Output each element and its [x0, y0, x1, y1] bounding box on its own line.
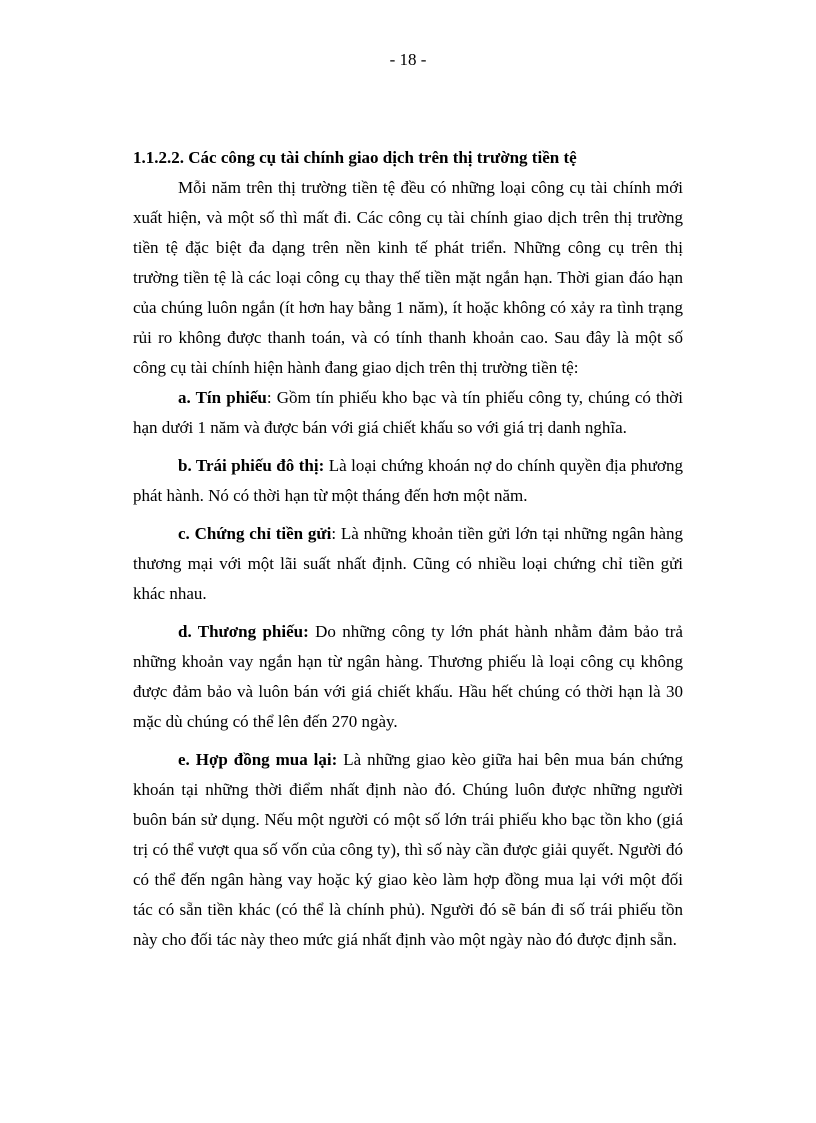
item-title: c. Chứng chỉ tiền gửi [178, 524, 332, 543]
page-number: - 18 - [389, 50, 427, 69]
item-text: Do những công ty lớn phát hành nhằm đảm bảo trả những khoản vay ngắn hạn từ ngân hàng. Thương phiếu là loại công cụ không được đảm bảo và luôn bán với giá chiết khấu. Hầu hết chúng có thời hạn là 30 mặc dù chúng có thể lên đến 270 ngày. [133, 622, 683, 731]
item-title: e. Hợp đồng mua lại: [178, 750, 338, 769]
intro-paragraph: Mỗi năm trên thị trường tiền tệ đều có những loại công cụ tài chính mới xuất hiện, và một số thì mất đi. Các công cụ tài chính giao dịch trên thị trường tiền tệ đặc biệt đa dạng trên nền kinh tế phát triển. Những công cụ trên thị trường tiền tệ là các loại công cụ thay thế tiền mặt ngắn hạn. Thời gian đáo hạn của chúng luôn ngắn (ít hơn hay bằng 1 năm), ít hoặc không có xảy ra tình trạng rủi ro không được thanh toán, và có tính thanh khoản cao. Sau đây là một số công cụ tài chính hiện hành đang giao dịch trên thị trường tiền tệ: [133, 178, 683, 377]
item-certificates-of-deposit [133, 519, 683, 609]
item-separator: : [266, 388, 277, 407]
item-text: Là loại chứng khoán nợ do chính quyền địa phương phát hành. Nó có thời hạn từ một tháng đến hơn một năm. [133, 456, 683, 505]
item-title: b. Trái phiếu đô thị: [178, 456, 325, 475]
item-text: Gồm tín phiếu kho bạc và tín phiếu công ty, chúng có thời hạn dưới 1 năm và được bán với giá chiết khấu so với giá trị danh nghĩa. [133, 388, 683, 437]
item-commercial-paper [133, 617, 683, 737]
item-title: a. Tín phiếu [178, 388, 267, 407]
item-text: Là những khoản tiền gửi lớn tại những ngân hàng thương mại với một lãi suất nhất định. Cũng có nhiều loại chứng chỉ tiền gửi khác nhau. [133, 524, 683, 603]
item-text: Là những giao kèo giữa hai bên mua bán chứng khoán tại những thời điểm nhất định nào đó. Chúng luôn được những người buôn bán sử dụng. Nếu một người có một số lớn trái phiếu kho bạc tồn kho (giá trị có thể vượt qua số vốn của công ty), thì số này cần được giải quyết. Người đó có thể đến ngân hàng vay hoặc ký giao kèo làm hợp đồng mua lại với một đối tác có sẵn tiền khác (có thể là chính phủ). Người đó sẽ bán đi số trái phiếu tồn này cho đối tác này theo mức giá nhất định vào một ngày nào đó được định sẵn. [133, 750, 684, 949]
item-repurchase-agreements [133, 745, 683, 955]
item-title: d. Thương phiếu: [178, 622, 309, 641]
document-body [133, 143, 683, 963]
item-municipal-bonds [133, 451, 683, 511]
item-treasury-bills [133, 383, 683, 443]
section-heading: 1.1.2.2. Các công cụ tài chính giao dịch trên thị trường tiền tệ [133, 148, 577, 167]
item-separator: : [331, 524, 341, 543]
